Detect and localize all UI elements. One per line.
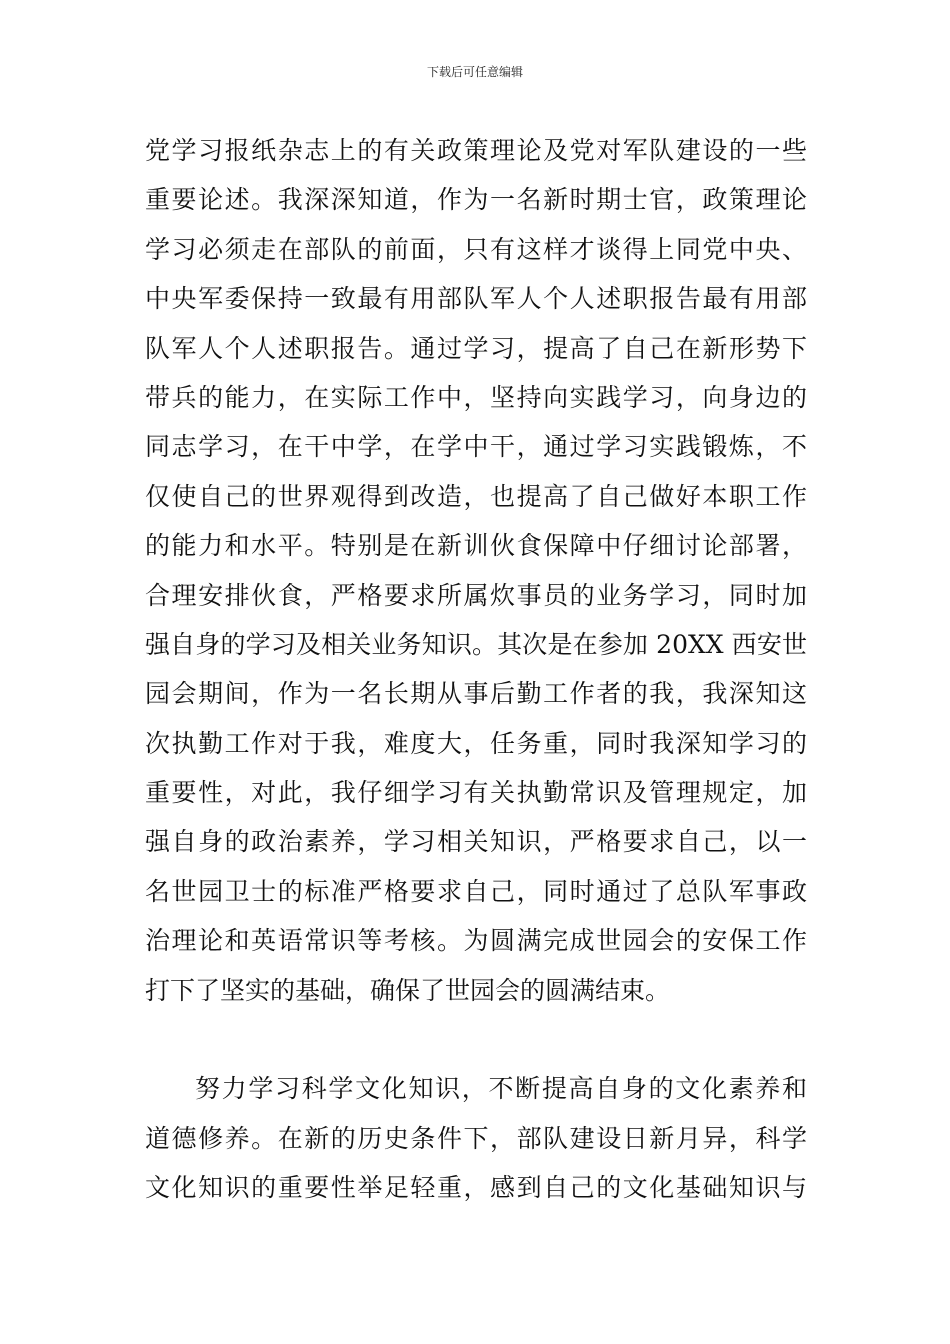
text-line: 队军人个人述职报告。通过学习，提高了自己在新形势下	[145, 333, 807, 363]
text-line: 名世园卫士的标准严格要求自己，同时通过了总队军事政	[145, 876, 807, 906]
text-line: 学习必须走在部队的前面，只有这样才谈得上同党中央、	[145, 234, 807, 264]
paragraph-spacer	[145, 1015, 807, 1064]
text-line: 治理论和英语常识等考核。为圆满完成世园会的安保工作	[145, 926, 807, 956]
text-line: 同志学习，在干中学，在学中干，通过学习实践锻炼，不	[145, 432, 807, 462]
text-line: 文化知识的重要性举足轻重，感到自己的文化基础知识与	[145, 1173, 807, 1203]
text-line: 打下了坚实的基础，确保了世园会的圆满结束。	[145, 975, 671, 1005]
document-body	[145, 126, 807, 1213]
paragraph-2	[145, 1064, 807, 1212]
text-line: 党学习报纸杂志上的有关政策理论及党对军队建设的一些	[145, 136, 807, 165]
text-line: 重要论述。我深深知道，作为一名新时期士官，政策理论	[145, 185, 807, 215]
text-line: 努力学习科学文化知识，不断提高自身的文化素养和	[195, 1074, 807, 1104]
page-header-note: 下载后可任意编辑	[426, 65, 523, 79]
text-line: 园会期间，作为一名长期从事后勤工作者的我，我深知这	[145, 679, 807, 709]
text-line: 仅使自己的世界观得到改造，也提高了自己做好本职工作	[145, 481, 807, 511]
text-line: 次执勤工作对于我，难度大，任务重，同时我深知学习的	[145, 728, 807, 758]
text-line: 的能力和水平。特别是在新训伙食保障中仔细讨论部署，	[145, 531, 807, 561]
text-line: 中央军委保持一致最有用部队军人个人述职报告最有用部	[145, 284, 807, 314]
text-line: 强自身的学习及相关业务知识。其次是在参加 20XX 西安世	[145, 629, 807, 659]
text-line: 带兵的能力，在实际工作中，坚持向实践学习，向身边的	[145, 382, 807, 412]
text-line: 合理安排伙食，严格要求所属炊事员的业务学习，同时加	[145, 580, 807, 610]
text-line: 道德修养。在新的历史条件下，部队建设日新月异，科学	[145, 1123, 807, 1153]
paragraph-1	[145, 126, 807, 1015]
text-line: 强自身的政治素养，学习相关知识，严格要求自己，以一	[145, 827, 807, 857]
text-line: 重要性，对此，我仔细学习有关执勤常识及管理规定，加	[145, 778, 807, 808]
